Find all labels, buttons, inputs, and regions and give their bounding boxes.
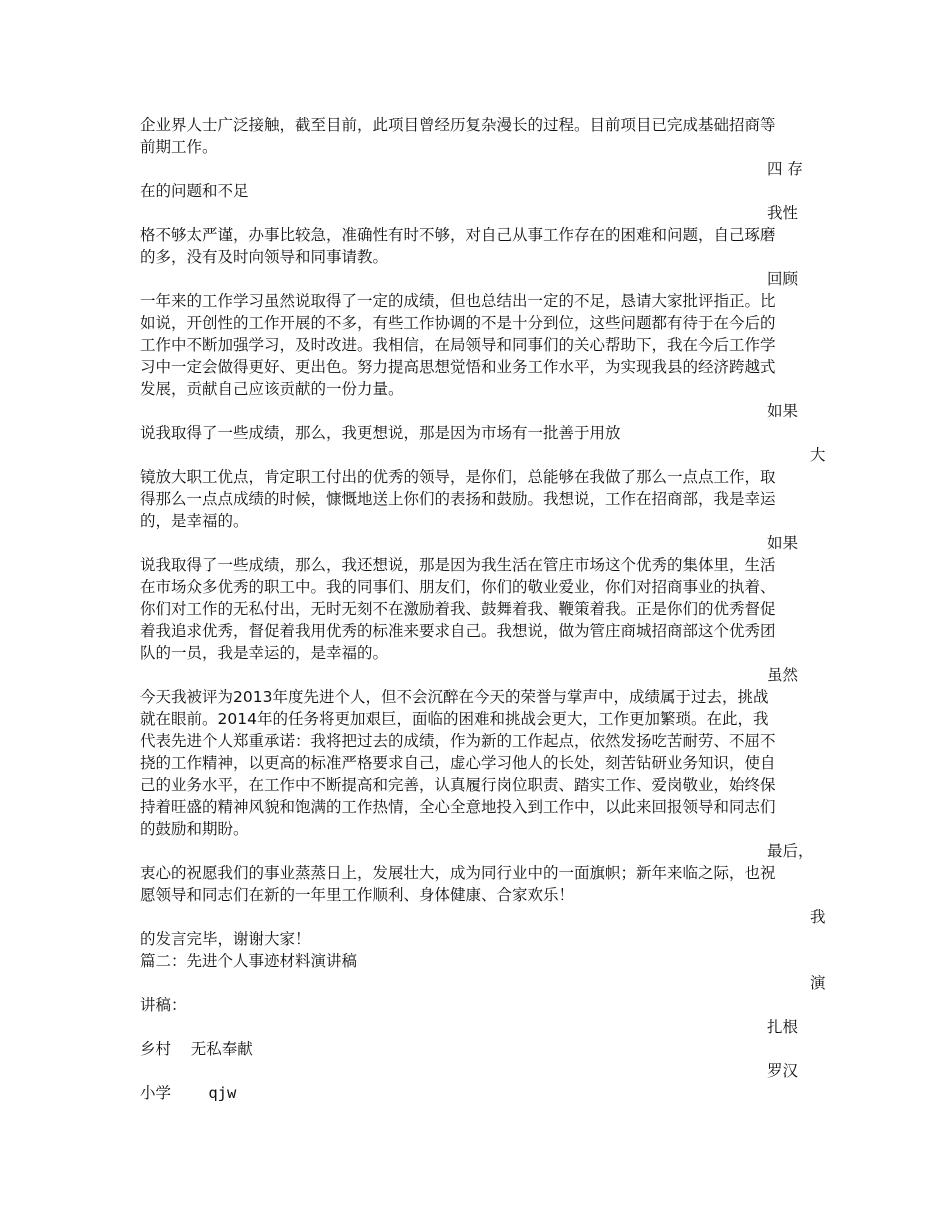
text-line: 前期工作。: [140, 138, 218, 156]
text-line: 乡村 无私奉献: [140, 1040, 253, 1058]
text-line: 扎根: [767, 1018, 799, 1036]
text-line: 演: [810, 974, 826, 992]
text-line: 发展，贡献自己应该贡献的一份力量。: [140, 380, 404, 398]
text-line: 讲稿：: [140, 996, 187, 1014]
text-line: 镜放大职工优点，肯定职工付出的优秀的领导，是你们，总能够在我做了那么一点点工作，取: [140, 468, 776, 486]
text-line: 就在眼前。2014年的任务将更加艰巨，面临的困难和挑战会更大，工作更加繁琐。在此，我: [140, 710, 769, 728]
text-line: 的多，没有及时向领导和同事请教。: [140, 248, 389, 266]
text-line: 今天我被评为2013年度先进个人，但不会沉醉在今天的荣誉与掌声中，成绩属于过去，挑战: [140, 688, 769, 706]
text-line: 说我取得了一些成绩，那么，我还想说，那是因为我生活在管庄市场这个优秀的集体里，生活: [140, 556, 776, 574]
text-line: 最后，: [767, 842, 814, 860]
text-line: 大: [810, 446, 826, 464]
text-line: 代表先进个人郑重承诺：我将把过去的成绩，作为新的工作起点，依然发扬吃苦耐劳、不屈不: [140, 732, 776, 750]
text-line: 如果: [767, 534, 799, 552]
text-line: 的鼓励和期盼。: [140, 820, 249, 838]
text-line: 四 存: [767, 160, 803, 178]
text-line: 如果: [767, 402, 799, 420]
text-line: 习中一定会做得更好、更出色。努力提高思想觉悟和业务工作水平，为实现我县的经济跨越式: [140, 358, 776, 376]
text-line: 衷心的祝愿我们的事业蒸蒸日上，发展壮大，成为同行业中的一面旗帜；新年来临之际，也祝: [140, 864, 776, 882]
text-line: 在的问题和不足: [140, 182, 249, 200]
text-line: 的发言完毕，谢谢大家！: [140, 930, 311, 948]
text-line: 企业界人士广泛接触，截至目前，此项目曾经历复杂漫长的过程。目前项目已完成基础招商等: [140, 116, 776, 134]
text-line: 罗汉: [767, 1062, 799, 1080]
text-line: 虽然: [767, 666, 799, 684]
text-line: 持着旺盛的精神风貌和饱满的工作热情，全心全意地投入到工作中，以此来回报领导和同志们: [140, 798, 776, 816]
text-line: 在市场众多优秀的职工中。我的同事们、朋友们，你们的敬业爱业，你们对招商事业的执着、: [140, 578, 776, 596]
text-line: 我: [810, 908, 826, 926]
text-line: 回顾: [767, 270, 799, 288]
text-line: 得那么一点点成绩的时候，慷慨地送上你们的表扬和鼓励。我想说，工作在招商部，我是幸运: [140, 490, 776, 508]
text-line: 愿领导和同志们在新的一年里工作顺利、身体健康、合家欢乐！: [140, 886, 575, 904]
text-line: 挠的工作精神，以更高的标准严格要求自己，虚心学习他人的长处，刻苦钻研业务知识，使自: [140, 754, 776, 772]
text-line: 队的一员，我是幸运的，是幸福的。: [140, 644, 389, 662]
text-line: 小学 qjw: [140, 1084, 237, 1102]
text-line: 己的业务水平，在工作中不断提高和完善，认真履行岗位职责、踏实工作、爱岗敬业，始终保: [140, 776, 776, 794]
text-line: 着我追求优秀，督促着我用优秀的标准来要求自己。我想说，做为管庄商城招商部这个优秀团: [140, 622, 776, 640]
text-line: 一年来的工作学习虽然说取得了一定的成绩，但也总结出一定的不足，恳请大家批评指正。比: [140, 292, 776, 310]
text-line: 格不够太严谨，办事比较急，准确性有时不够，对自己从事工作存在的困难和问题，自己琢磨: [140, 226, 776, 244]
text-line: 的，是幸福的。: [140, 512, 249, 530]
text-line: 你们对工作的无私付出，无时无刻不在激励着我、鼓舞着我、鞭策着我。正是你们的优秀督促: [140, 600, 776, 618]
section-heading: 篇二：先进个人事迹材料演讲稿: [140, 952, 358, 970]
text-line: 如说，开创性的工作开展的不多，有些工作协调的不是十分到位，这些问题都有待于在今后的: [140, 314, 776, 332]
text-line: 说我取得了一些成绩，那么，我更想说，那是因为市场有一批善于用放: [140, 424, 621, 442]
text-line: 我性: [767, 204, 799, 222]
text-line: 工作中不断加强学习，及时改进。我相信，在局领导和同事们的关心帮助下，我在今后工作学: [140, 336, 776, 354]
